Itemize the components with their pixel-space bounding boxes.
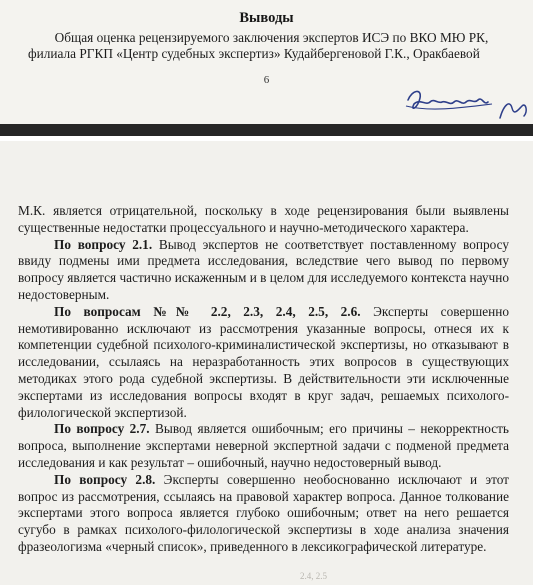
question-text: Эксперты совершенно немотивированно исключают из рассмотрения указанные вопросы, отнеся их к компетенции судебной психолого-криминалистической экспертизы, но отказывают в исследовании, ссылаясь на неразработанность этих вопросов в существующих методиках этого рода судебной экспертизы. В действительности эти исключенные экспертами из исследования вопросы входят в круг задач, решаемых психолого-филологической экспертизой.: [18, 303, 509, 420]
intro-line-1: Общая оценка рецензируемого заключения экспертов ИСЭ по ВКО МЮ РК,: [54, 30, 489, 45]
intro-line-2: филиала РГКП «Центр судебных экспертиз» Кудайбергеновой Г.К., Оракбаевой: [28, 46, 480, 61]
question-label: По вопросам №№ 2.2, 2.3, 2.4, 2.5, 2.6.: [54, 303, 361, 319]
paragraph-question-2-8: [18, 472, 509, 556]
paragraph-question-2-1: [18, 237, 509, 304]
handwritten-signature: [400, 82, 532, 124]
question-label: По вопросу 2.8.: [54, 471, 156, 487]
document-page-top: [0, 0, 533, 124]
document-page-bottom: [0, 141, 533, 585]
page-number: 6: [263, 74, 270, 86]
question-text: Вывод является ошибочным; его причины – некорректность вопроса, выполнение экспертами неверной экспертной задачи с подменой предмета исследования и как результат – ошибочный, научно недостоверный вывод.: [18, 421, 509, 470]
question-text: Эксперты совершенно необоснованно исключают и этот вопрос из рассмотрения, ссылаясь на правовой характер вопроса. Данное толкование экспертами этого вопроса является глубоко ошибочным; ответ на него решается сугубо в рамках психолого-филологической экспертизы в ходе анализа значения фразеологизма «черный список», приведенного в лексикографической литературе.: [18, 471, 509, 554]
paragraph-questions-2-2-2-6: [18, 304, 509, 422]
conclusions-heading: Выводы: [239, 10, 294, 26]
cut-off-line: 2.4, 2.5: [300, 571, 327, 581]
question-text: Вывод экспертов не соответствует поставленному вопросу ввиду подмены ими предмета исследования, вследствие чего вывод по первому вопросу является частично искаженным и в целом для исследуемого контекста научно недостоверным.: [18, 236, 509, 302]
paragraph-continuation: М.К. является отрицательной, поскольку в ходе рецензирования были выявлены существенные недостатки процессуального и научно-методического характера.: [18, 203, 509, 235]
paragraph-question-2-7: [18, 421, 509, 471]
intro-text: [28, 30, 515, 62]
question-label: По вопросу 2.7.: [54, 421, 150, 437]
page-separator: [0, 124, 533, 136]
body-text: [18, 203, 509, 556]
question-label: По вопросу 2.1.: [54, 236, 153, 252]
